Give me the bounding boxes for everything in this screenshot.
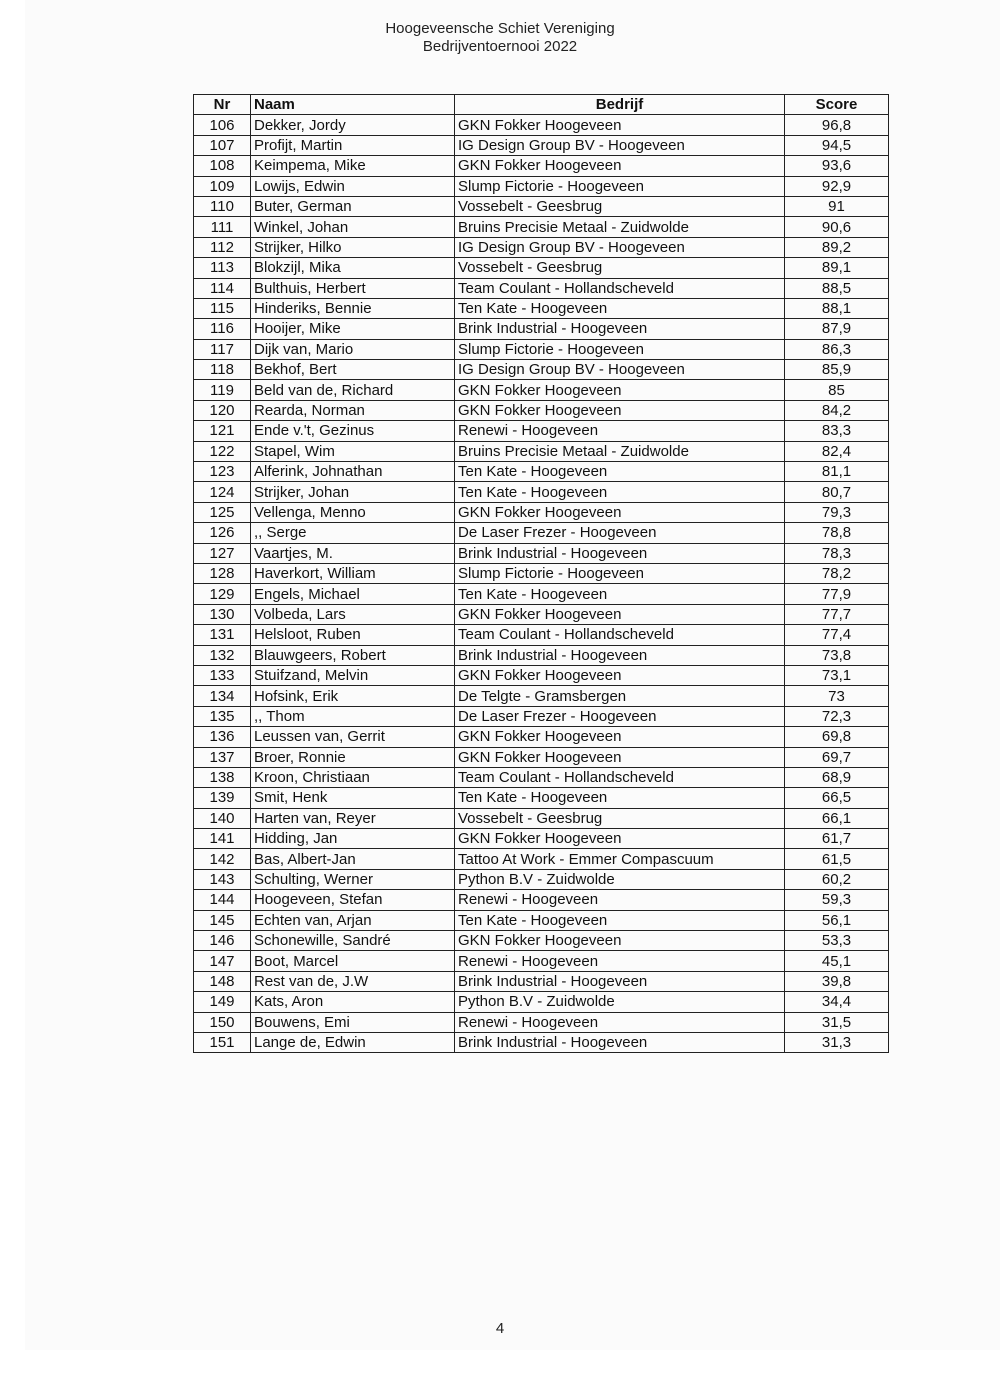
- cell-naam: Schonewille, Sandré: [251, 931, 455, 951]
- cell-bedrijf: Vossebelt - Geesbrug: [455, 808, 785, 828]
- cell-score: 68,9: [785, 767, 889, 787]
- cell-bedrijf: GKN Fokker Hoogeveen: [455, 665, 785, 685]
- cell-bedrijf: Brink Industrial - Hoogeveen: [455, 543, 785, 563]
- cell-nr: 119: [194, 380, 251, 400]
- table-row: [194, 951, 889, 971]
- cell-nr: 134: [194, 686, 251, 706]
- cell-nr: 107: [194, 135, 251, 155]
- table-row: [194, 196, 889, 216]
- cell-score: 89,2: [785, 237, 889, 257]
- cell-nr: 138: [194, 767, 251, 787]
- table-row: [194, 360, 889, 380]
- cell-nr: 133: [194, 665, 251, 685]
- cell-score: 73,1: [785, 665, 889, 685]
- cell-nr: 110: [194, 196, 251, 216]
- table-row: [194, 237, 889, 257]
- cell-score: 39,8: [785, 971, 889, 991]
- cell-nr: 128: [194, 563, 251, 583]
- cell-naam: Lange de, Edwin: [251, 1032, 455, 1052]
- cell-bedrijf: GKN Fokker Hoogeveen: [455, 829, 785, 849]
- cell-nr: 141: [194, 829, 251, 849]
- cell-naam: Kats, Aron: [251, 992, 455, 1012]
- cell-nr: 123: [194, 462, 251, 482]
- cell-score: 78,3: [785, 543, 889, 563]
- table-row: [194, 563, 889, 583]
- cell-naam: Vaartjes, M.: [251, 543, 455, 563]
- cell-score: 69,8: [785, 727, 889, 747]
- table-row: [194, 115, 889, 135]
- cell-bedrijf: Team Coulant - Hollandscheveld: [455, 767, 785, 787]
- cell-bedrijf: Renewi - Hoogeveen: [455, 951, 785, 971]
- document-header: [0, 20, 1000, 56]
- cell-score: 78,8: [785, 523, 889, 543]
- cell-naam: Hofsink, Erik: [251, 686, 455, 706]
- cell-nr: 117: [194, 339, 251, 359]
- cell-bedrijf: Slump Fictorie - Hoogeveen: [455, 339, 785, 359]
- cell-naam: Stapel, Wim: [251, 441, 455, 461]
- cell-bedrijf: Renewi - Hoogeveen: [455, 1012, 785, 1032]
- cell-score: 86,3: [785, 339, 889, 359]
- cell-bedrijf: IG Design Group BV - Hoogeveen: [455, 237, 785, 257]
- table-row: [194, 665, 889, 685]
- score-table: [193, 94, 889, 1053]
- table-row: [194, 156, 889, 176]
- cell-score: 77,9: [785, 584, 889, 604]
- cell-nr: 137: [194, 747, 251, 767]
- cell-naam: Helsloot, Ruben: [251, 625, 455, 645]
- table-header-row: [194, 95, 889, 115]
- cell-score: 78,2: [785, 563, 889, 583]
- table-row: [194, 441, 889, 461]
- cell-bedrijf: Ten Kate - Hoogeveen: [455, 584, 785, 604]
- cell-nr: 126: [194, 523, 251, 543]
- cell-nr: 139: [194, 788, 251, 808]
- cell-score: 92,9: [785, 176, 889, 196]
- cell-score: 31,3: [785, 1032, 889, 1052]
- cell-naam: Broer, Ronnie: [251, 747, 455, 767]
- cell-score: 69,7: [785, 747, 889, 767]
- cell-bedrijf: GKN Fokker Hoogeveen: [455, 156, 785, 176]
- cell-bedrijf: Renewi - Hoogeveen: [455, 421, 785, 441]
- cell-bedrijf: GKN Fokker Hoogeveen: [455, 747, 785, 767]
- cell-bedrijf: GKN Fokker Hoogeveen: [455, 931, 785, 951]
- cell-nr: 148: [194, 971, 251, 991]
- cell-naam: Alferink, Johnathan: [251, 462, 455, 482]
- cell-nr: 106: [194, 115, 251, 135]
- table-row: [194, 319, 889, 339]
- cell-bedrijf: Slump Fictorie - Hoogeveen: [455, 176, 785, 196]
- cell-naam: Volbeda, Lars: [251, 604, 455, 624]
- cell-nr: 140: [194, 808, 251, 828]
- cell-bedrijf: Team Coulant - Hollandscheveld: [455, 278, 785, 298]
- cell-naam: Blauwgeers, Robert: [251, 645, 455, 665]
- cell-naam: Rearda, Norman: [251, 400, 455, 420]
- cell-bedrijf: Bruins Precisie Metaal - Zuidwolde: [455, 217, 785, 237]
- table-row: [194, 258, 889, 278]
- cell-bedrijf: Python B.V - Zuidwolde: [455, 992, 785, 1012]
- cell-bedrijf: Ten Kate - Hoogeveen: [455, 910, 785, 930]
- cell-naam: Leussen van, Gerrit: [251, 727, 455, 747]
- cell-score: 88,1: [785, 298, 889, 318]
- cell-nr: 131: [194, 625, 251, 645]
- document-subtitle: Bedrijventoernooi 2022: [422, 38, 578, 55]
- table-row: [194, 931, 889, 951]
- table-row: [194, 604, 889, 624]
- cell-naam: Rest van de, J.W: [251, 971, 455, 991]
- cell-nr: 149: [194, 992, 251, 1012]
- table-row: [194, 339, 889, 359]
- cell-nr: 115: [194, 298, 251, 318]
- table-row: [194, 1032, 889, 1052]
- cell-naam: Bulthuis, Herbert: [251, 278, 455, 298]
- cell-score: 84,2: [785, 400, 889, 420]
- column-header-bedrijf: Bedrijf: [455, 95, 785, 115]
- cell-score: 79,3: [785, 502, 889, 522]
- table-row: [194, 462, 889, 482]
- cell-nr: 144: [194, 890, 251, 910]
- cell-nr: 120: [194, 400, 251, 420]
- cell-naam: Ende v.'t, Gezinus: [251, 421, 455, 441]
- cell-naam: Strijker, Hilko: [251, 237, 455, 257]
- cell-naam: Engels, Michael: [251, 584, 455, 604]
- table-row: [194, 1012, 889, 1032]
- cell-bedrijf: Team Coulant - Hollandscheveld: [455, 625, 785, 645]
- cell-bedrijf: Ten Kate - Hoogeveen: [455, 462, 785, 482]
- cell-score: 56,1: [785, 910, 889, 930]
- cell-nr: 118: [194, 360, 251, 380]
- cell-score: 73: [785, 686, 889, 706]
- table-row: [194, 992, 889, 1012]
- cell-score: 77,7: [785, 604, 889, 624]
- cell-bedrijf: GKN Fokker Hoogeveen: [455, 115, 785, 135]
- cell-score: 53,3: [785, 931, 889, 951]
- cell-bedrijf: Brink Industrial - Hoogeveen: [455, 319, 785, 339]
- cell-score: 72,3: [785, 706, 889, 726]
- cell-bedrijf: Vossebelt - Geesbrug: [455, 258, 785, 278]
- cell-nr: 151: [194, 1032, 251, 1052]
- cell-bedrijf: GKN Fokker Hoogeveen: [455, 502, 785, 522]
- cell-bedrijf: Bruins Precisie Metaal - Zuidwolde: [455, 441, 785, 461]
- cell-nr: 113: [194, 258, 251, 278]
- cell-naam: Dijk van, Mario: [251, 339, 455, 359]
- table-row: [194, 298, 889, 318]
- cell-bedrijf: De Telgte - Gramsbergen: [455, 686, 785, 706]
- cell-score: 61,7: [785, 829, 889, 849]
- cell-bedrijf: GKN Fokker Hoogeveen: [455, 604, 785, 624]
- cell-naam: Hoogeveen, Stefan: [251, 890, 455, 910]
- table-body: [194, 115, 889, 1053]
- cell-naam: Hooijer, Mike: [251, 319, 455, 339]
- cell-nr: 146: [194, 931, 251, 951]
- document-title: Hoogeveensche Schiet Vereniging: [385, 20, 615, 37]
- cell-nr: 130: [194, 604, 251, 624]
- cell-naam: Bas, Albert-Jan: [251, 849, 455, 869]
- cell-nr: 129: [194, 584, 251, 604]
- cell-score: 96,8: [785, 115, 889, 135]
- cell-bedrijf: De Laser Frezer - Hoogeveen: [455, 706, 785, 726]
- cell-score: 59,3: [785, 890, 889, 910]
- cell-score: 66,5: [785, 788, 889, 808]
- cell-score: 87,9: [785, 319, 889, 339]
- table-row: [194, 706, 889, 726]
- cell-bedrijf: Vossebelt - Geesbrug: [455, 196, 785, 216]
- table-row: [194, 869, 889, 889]
- cell-score: 91: [785, 196, 889, 216]
- cell-bedrijf: GKN Fokker Hoogeveen: [455, 400, 785, 420]
- cell-nr: 132: [194, 645, 251, 665]
- table-row: [194, 482, 889, 502]
- cell-naam: ,, Thom: [251, 706, 455, 726]
- cell-score: 45,1: [785, 951, 889, 971]
- cell-naam: Vellenga, Menno: [251, 502, 455, 522]
- table-row: [194, 421, 889, 441]
- cell-nr: 136: [194, 727, 251, 747]
- cell-naam: Schulting, Werner: [251, 869, 455, 889]
- cell-score: 34,4: [785, 992, 889, 1012]
- cell-naam: Hinderiks, Bennie: [251, 298, 455, 318]
- table-row: [194, 625, 889, 645]
- table-row: [194, 808, 889, 828]
- cell-score: 61,5: [785, 849, 889, 869]
- cell-nr: 116: [194, 319, 251, 339]
- cell-nr: 143: [194, 869, 251, 889]
- table-row: [194, 135, 889, 155]
- cell-nr: 127: [194, 543, 251, 563]
- cell-naam: Hidding, Jan: [251, 829, 455, 849]
- cell-naam: Boot, Marcel: [251, 951, 455, 971]
- cell-bedrijf: Tattoo At Work - Emmer Compascuum: [455, 849, 785, 869]
- table-row: [194, 176, 889, 196]
- cell-naam: Blokzijl, Mika: [251, 258, 455, 278]
- cell-naam: Lowijs, Edwin: [251, 176, 455, 196]
- cell-naam: Bekhof, Bert: [251, 360, 455, 380]
- table-row: [194, 788, 889, 808]
- cell-score: 60,2: [785, 869, 889, 889]
- cell-score: 90,6: [785, 217, 889, 237]
- cell-nr: 150: [194, 1012, 251, 1032]
- cell-nr: 125: [194, 502, 251, 522]
- cell-bedrijf: Python B.V - Zuidwolde: [455, 869, 785, 889]
- cell-naam: Profijt, Martin: [251, 135, 455, 155]
- cell-bedrijf: Slump Fictorie - Hoogeveen: [455, 563, 785, 583]
- cell-naam: Strijker, Johan: [251, 482, 455, 502]
- cell-score: 94,5: [785, 135, 889, 155]
- cell-bedrijf: Ten Kate - Hoogeveen: [455, 298, 785, 318]
- cell-score: 88,5: [785, 278, 889, 298]
- cell-score: 89,1: [785, 258, 889, 278]
- table-row: [194, 380, 889, 400]
- cell-naam: Harten van, Reyer: [251, 808, 455, 828]
- column-header-nr: Nr: [194, 95, 251, 115]
- cell-naam: Bouwens, Emi: [251, 1012, 455, 1032]
- cell-naam: Winkel, Johan: [251, 217, 455, 237]
- cell-score: 81,1: [785, 462, 889, 482]
- cell-nr: 147: [194, 951, 251, 971]
- cell-bedrijf: GKN Fokker Hoogeveen: [455, 380, 785, 400]
- table-row: [194, 890, 889, 910]
- table-row: [194, 686, 889, 706]
- cell-nr: 122: [194, 441, 251, 461]
- table-row: [194, 400, 889, 420]
- table-row: [194, 584, 889, 604]
- table-row: [194, 727, 889, 747]
- cell-nr: 135: [194, 706, 251, 726]
- table-row: [194, 829, 889, 849]
- cell-bedrijf: IG Design Group BV - Hoogeveen: [455, 360, 785, 380]
- column-header-score: Score: [785, 95, 889, 115]
- cell-nr: 124: [194, 482, 251, 502]
- cell-nr: 109: [194, 176, 251, 196]
- cell-naam: ,, Serge: [251, 523, 455, 543]
- cell-score: 85,9: [785, 360, 889, 380]
- cell-bedrijf: Renewi - Hoogeveen: [455, 890, 785, 910]
- table-row: [194, 278, 889, 298]
- cell-bedrijf: Brink Industrial - Hoogeveen: [455, 971, 785, 991]
- cell-score: 83,3: [785, 421, 889, 441]
- table-row: [194, 971, 889, 991]
- cell-bedrijf: IG Design Group BV - Hoogeveen: [455, 135, 785, 155]
- cell-score: 73,8: [785, 645, 889, 665]
- cell-bedrijf: Brink Industrial - Hoogeveen: [455, 645, 785, 665]
- column-header-naam: Naam: [251, 95, 455, 115]
- cell-bedrijf: Brink Industrial - Hoogeveen: [455, 1032, 785, 1052]
- cell-nr: 142: [194, 849, 251, 869]
- cell-score: 82,4: [785, 441, 889, 461]
- cell-naam: Echten van, Arjan: [251, 910, 455, 930]
- cell-nr: 112: [194, 237, 251, 257]
- cell-naam: Smit, Henk: [251, 788, 455, 808]
- cell-bedrijf: Ten Kate - Hoogeveen: [455, 788, 785, 808]
- cell-nr: 108: [194, 156, 251, 176]
- table-row: [194, 747, 889, 767]
- cell-nr: 114: [194, 278, 251, 298]
- page-number: 4: [495, 1320, 505, 1337]
- cell-score: 66,1: [785, 808, 889, 828]
- table-row: [194, 645, 889, 665]
- cell-nr: 145: [194, 910, 251, 930]
- cell-bedrijf: Ten Kate - Hoogeveen: [455, 482, 785, 502]
- cell-naam: Keimpema, Mike: [251, 156, 455, 176]
- table-row: [194, 849, 889, 869]
- cell-score: 93,6: [785, 156, 889, 176]
- cell-naam: Dekker, Jordy: [251, 115, 455, 135]
- cell-naam: Haverkort, William: [251, 563, 455, 583]
- cell-bedrijf: GKN Fokker Hoogeveen: [455, 727, 785, 747]
- cell-score: 80,7: [785, 482, 889, 502]
- table-row: [194, 502, 889, 522]
- cell-score: 77,4: [785, 625, 889, 645]
- cell-naam: Kroon, Christiaan: [251, 767, 455, 787]
- table-row: [194, 217, 889, 237]
- cell-naam: Beld van de, Richard: [251, 380, 455, 400]
- cell-naam: Buter, German: [251, 196, 455, 216]
- cell-nr: 111: [194, 217, 251, 237]
- table-row: [194, 523, 889, 543]
- table-row: [194, 543, 889, 563]
- table-row: [194, 910, 889, 930]
- cell-naam: Stuifzand, Melvin: [251, 665, 455, 685]
- cell-score: 31,5: [785, 1012, 889, 1032]
- table-row: [194, 767, 889, 787]
- cell-score: 85: [785, 380, 889, 400]
- cell-nr: 121: [194, 421, 251, 441]
- cell-bedrijf: De Laser Frezer - Hoogeveen: [455, 523, 785, 543]
